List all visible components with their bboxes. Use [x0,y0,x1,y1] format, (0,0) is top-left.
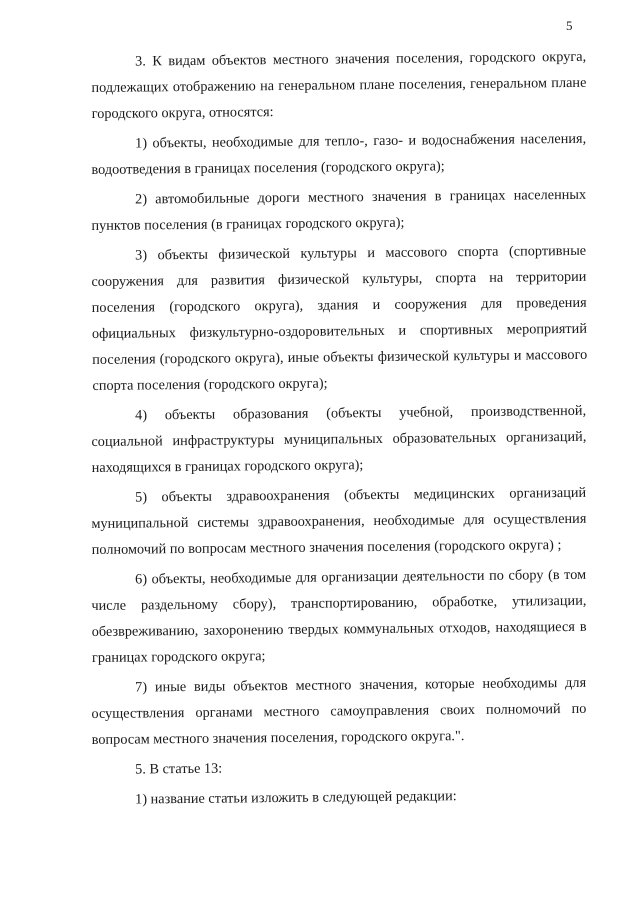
document-body [91,49,586,813]
paragraph-subitem-7: 7) иные виды объектов местного значения, которые необходимы для осуществления органами местного самоуправления своих полномочий по вопросам местного значения поселения, городского округа.". [91,674,587,748]
paragraph-subitem-4: 4) объекты образования (объекты учебной, производственной, социальной инфраструктуры муниципальных образовательных организаций, находящихся в границах городского округа); [91,402,587,476]
paragraph-subitem-3: 3) объекты физической культуры и массового спорта (спортивные сооружения для развития физической культуры, спорта на территории поселения (городского округа), здания и сооружения для проведения официальных физкультурно-оздоровительных и спортивных мероприятий поселения (городского округа), иные объекты физической культуры и массового спорта поселения (городского округа); [91,242,588,394]
paragraph-item-5: 5. В статье 13: [135,760,223,778]
paragraph-item-3: 3. К видам объектов местного значения поселения, городского округа, подлежащих отображению на генеральном плане поселения, генеральном плане городского округа, относятся: [91,48,587,122]
paragraph-subitem-5: 5) объекты здравоохранения (объекты медицинских организаций муниципальной системы здравоохранения, необходимые для осуществления полномочий по вопросам местного значения поселения (городского округа) ; [91,484,587,558]
paragraph-subitem-1: 1) объекты, необходимые для тепло-, газо- и водоснабжения населения, водоотведения в границах поселения (городского округа); [91,130,587,178]
paragraph-item-5-subitem-1: 1) название статьи изложить в следующей редакции: [135,788,457,808]
paragraph-subitem-6: 6) объекты, необходимые для организации деятельности по сбору (в том числе раздельному сбору), транспортированию, обработке, утилизации, обезвреживанию, захоронению твердых коммунальных отходов, находящиеся в границах городского округа; [91,566,587,666]
page-number: 5 [566,18,573,33]
paragraph-subitem-2: 2) автомобильные дороги местного значения в границах населенных пунктов поселения (в границах городского округа); [91,186,587,234]
